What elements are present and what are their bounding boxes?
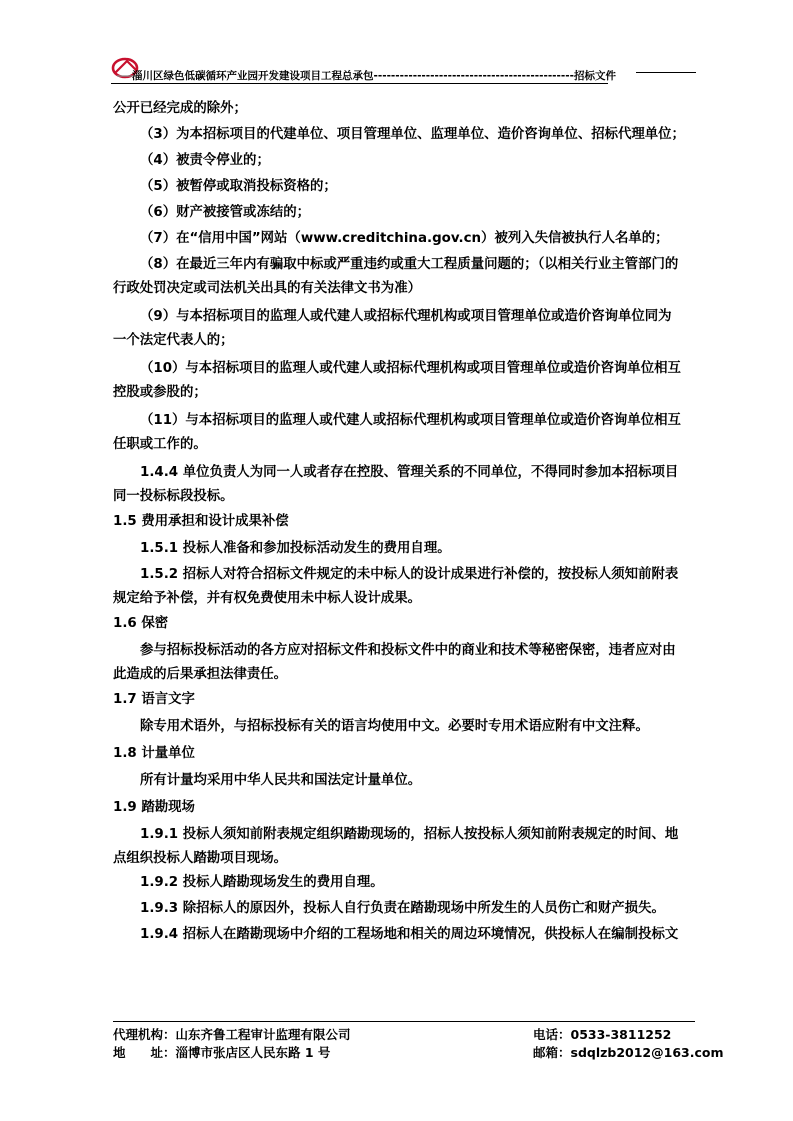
footer-address: 地 址：淄博市张店区人民东路 1 号 — [113, 1045, 331, 1060]
list-item: （10）与本招标项目的监理人或代建人或招标代理机构或项目管理单位或造价咨询单位相互 — [140, 361, 681, 376]
header-rule-right — [636, 72, 696, 73]
list-item: （7）在“信用中国”网站（www.creditchina.gov.cn）被列入失信被执行人名单的； — [140, 231, 669, 246]
list-item: （11）与本招标项目的监理人或代建人或招标代理机构或项目管理单位或造价咨询单位相互 — [140, 413, 681, 428]
list-item: （5）被暂停或取消投标资格的； — [140, 179, 337, 194]
footer-email: 邮箱：sdqlzb2012@163.com — [533, 1045, 724, 1060]
header-rule — [111, 83, 608, 84]
footer-rule — [113, 1021, 695, 1022]
section-heading: 1.8 计量单位 — [113, 746, 195, 761]
document-body — [113, 96, 693, 948]
footer-phone: 电话：0533-3811252 — [533, 1027, 672, 1042]
list-item: （6）财产被接管或冻结的； — [140, 205, 311, 220]
clause-text: 1.5.1 投标人准备和参加投标活动发生的费用自理。 — [140, 541, 451, 556]
section-heading: 1.5 费用承担和设计成果补偿 — [113, 514, 289, 529]
clause-text: 1.5.2 招标人对符合招标文件规定的未中标人的设计成果进行补偿的，按投标人须知前附表 — [140, 567, 679, 582]
paragraph-text: 所有计量均采用中华人民共和国法定计量单位。 — [140, 773, 422, 788]
clause-continuation: 点组织投标人踏勘项目现场。 — [113, 851, 288, 866]
paragraph-continuation: 此造成的后果承担法律责任。 — [113, 667, 288, 682]
page-header — [111, 56, 696, 86]
clause-text: 1.9.2 投标人踏勘现场发生的费用自理。 — [140, 875, 384, 890]
footer-row — [113, 1043, 724, 1061]
section-heading: 1.6 保密 — [113, 616, 169, 631]
list-item-continuation: 任职或工作的。 — [113, 437, 207, 452]
clause-text: 1.9.4 招标人在踏勘现场中介绍的工程场地和相关的周边环境情况，供投标人在编制投标文 — [140, 927, 679, 942]
paragraph-text: 除专用术语外，与招标投标有关的语言均使用中文。必要时专用术语应附有中文注释。 — [140, 719, 649, 734]
clause-text: 1.9.1 投标人须知前附表规定组织踏勘现场的，招标人按投标人须知前附表规定的时间、地 — [140, 827, 679, 842]
list-item-continuation: 控股或参股的； — [113, 385, 207, 400]
clause-continuation: 同一投标标段投标。 — [113, 489, 234, 504]
list-item-continuation: 行政处罚决定或司法机关出具的有关法律文书为准） — [113, 281, 421, 296]
list-item: （4）被责令停业的； — [140, 153, 270, 168]
clause-continuation: 规定给予补偿，并有权免费使用未中标人设计成果。 — [113, 591, 421, 606]
list-item-continuation: 一个法定代表人的； — [113, 333, 234, 348]
section-heading: 1.7 语言文字 — [113, 692, 195, 707]
clause-text: 1.4.4 单位负责人为同一人或者存在控股、管理关系的不同单位，不得同时参加本招标项目 — [140, 465, 679, 480]
footer-agency: 代理机构：山东齐鲁工程审计监理有限公司 — [113, 1027, 351, 1042]
list-item: （3）为本招标项目的代建单位、项目管理单位、监理单位、造价咨询单位、招标代理单位； — [140, 127, 685, 142]
paragraph-text: 参与招标投标活动的各方应对招标文件和投标文件中的商业和技术等秘密保密，违者应对由 — [140, 643, 676, 658]
text-line: 公开已经完成的除外； — [113, 101, 247, 116]
list-item: （8）在最近三年内有骗取中标或严重违约或重大工程质量问题的；（以相关行业主管部门的 — [140, 257, 679, 272]
clause-text: 1.9.3 除招标人的原因外，投标人自行负责在踏勘现场中所发生的人员伤亡和财产损失。 — [140, 901, 665, 916]
section-heading: 1.9 踏勘现场 — [113, 800, 195, 815]
header-title: 淄川区绿色低碳循环产业园开发建设项目工程总承包----------------------------------------------招标文件 — [132, 70, 616, 82]
list-item: （9）与本招标项目的监理人或代建人或招标代理机构或项目管理单位或造价咨询单位同为 — [140, 309, 672, 324]
footer-row — [113, 1025, 695, 1043]
